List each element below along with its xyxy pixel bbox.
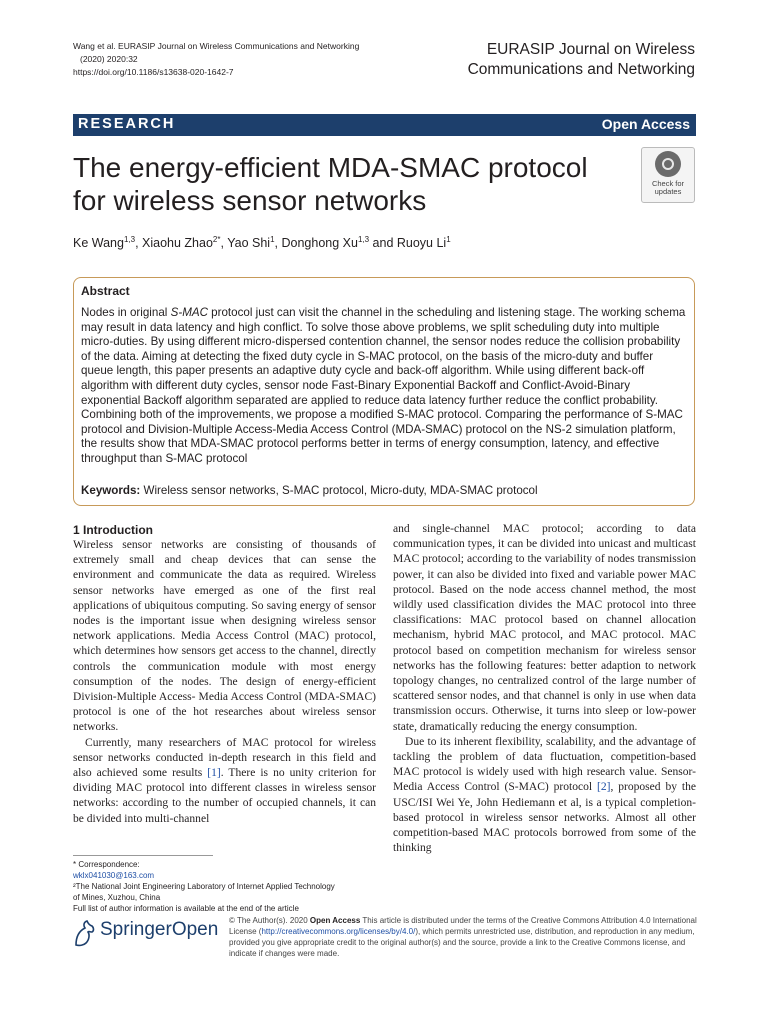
check-updates-icon — [655, 151, 681, 177]
check-updates-label-2: updates — [654, 187, 682, 196]
open-access-label: Open Access — [601, 116, 690, 132]
footnotes — [73, 859, 373, 914]
author-affiliation: 1 — [270, 235, 275, 244]
author-name[interactable]: Ruoyu Li — [396, 236, 447, 251]
body-column-left — [73, 522, 376, 827]
license-open-access: Open Access — [309, 916, 361, 925]
abstract-text-part: Nodes in original — [81, 306, 171, 319]
author-affiliation: 1 — [446, 235, 451, 244]
section-heading: 1 Introduction — [73, 523, 153, 537]
paragraph-text: Due to its inherent flexibility, scalability, and the advantage of tackling the problem of data fluctuation, competition-based MAC protocol is widely used with high research value. Sensor-Media Access Control (S-MAC) protocol — [393, 735, 696, 794]
body-column-right — [393, 522, 696, 856]
paragraph-text: Currently, many researchers of MAC protocol for wireless sensor networks conducted in-depth research in this field and also achieved some results — [73, 736, 376, 780]
title-line-1: The energy-efficient MDA-SMAC protocol — [73, 152, 588, 183]
author-affiliation: 2* — [212, 235, 221, 244]
journal-name — [468, 40, 695, 80]
license-text: ), which permits unrestricted use, distribution, and reproduction in any medium, provided you give appropriate credit to the original author(s) and the source, provide a link to the Creative Commons license, and indicate if changes were made. — [229, 927, 695, 958]
license-text: This article is distributed under the terms of the Creative Commons Attribution 4.0 International License ( — [229, 916, 697, 936]
correspondence-line — [73, 859, 373, 881]
springer-brand-open: Open — [171, 919, 219, 940]
paragraph-text: , proposed by the USC/ISI Wei Ye, John Hediemann et al, is a typical completion-based protocol in wireless sensor networks. Almost all other competition-based MAC protocols borrowed from some of the thinking — [393, 781, 696, 855]
springer-open-logo — [73, 917, 223, 947]
keywords-label: Keywords: — [81, 484, 141, 497]
paragraph-text: . There is no unity criterion for dividing MAC protocol into different classes in wireless sensor networks: according to the number of occupied channels, it can be divided into multi-channel — [73, 767, 376, 825]
abstract-text-part: protocol just can visit the channel in the scheduling and listening stage. The working schema may result in data latency and high conflict. To solve those above problems, we split scheduling duty into multiple micro-duties. By using different micro-dispersed contention channel, the sensor nodes reduce the collision probability of the data. Aiming at detecting the fixed duty cycle in S-MAC protocol, on the basis of the micro-duty and buffer queue length, this paper presents an adaptive duty cycle and back-off algorithm. While using different back-off algorithm with different duty cycles, sensor node Fast-Binary Exponential Backoff and Conflict-Avoid-Binary exponential Backoff algorithm separated are applied to reduce data latency further reduce the conflict probability. Combining both of the improvements, we propose a modified S-MAC protocol. Comparing the performance of S-MAC protocol and Division-Multiple Access-Media Access Control (MDA-SMAC) protocol on the NS-2 simulation platform, the results show that MDA-SMAC protocol performs better in terms of energy consumption, latency, and effective throughput than S-MAC protocol — [81, 306, 686, 465]
springer-brand: Springer — [100, 919, 172, 940]
license-text: © The Author(s). 2020 — [229, 916, 310, 925]
abstract-heading: Abstract — [81, 284, 130, 298]
author-affiliation: 1,3 — [357, 235, 370, 244]
paragraph — [393, 735, 696, 857]
citation-block — [73, 40, 359, 79]
author-separator: , — [135, 236, 143, 251]
author-separator: and — [369, 236, 397, 251]
citation-line: Wang et al. EURASIP Journal on Wireless Communications and Networking — [73, 41, 360, 51]
check-for-updates-button[interactable] — [641, 147, 695, 203]
author-name[interactable]: Xiaohu Zhao — [142, 236, 213, 251]
abstract-text-emphasis: S-MAC — [170, 306, 208, 319]
author-separator: , — [220, 236, 228, 251]
correspondence-email[interactable]: wklx041030@163.com — [73, 871, 155, 880]
license-statement — [229, 915, 699, 959]
keywords-list: Wireless sensor networks, S-MAC protocol, Micro-duty, MDA-SMAC protocol — [143, 484, 538, 497]
check-updates-label-1: Check for — [651, 179, 685, 188]
paragraph — [73, 736, 376, 827]
article-type-banner — [73, 114, 696, 136]
author-affiliation: 1,3 — [123, 235, 136, 244]
paragraph: and single-channel MAC protocol; according to data communication types, it can be divided into unicast and multicast MAC protocol; according to the variability of nodes transmission power, it can also be divided into fixed and variable power MAC protocol. Based on the node access channel method, the most wildly used classification divides the MAC protocol into three classifications: MAC protocol based on channel allocation mechanism, hybrid MAC protocol, and MAC protocol. MAC protocol based on competition mechanism for wireless sensor networks has the following features: better adaption to network topology changes, no centralized control of the large number of scattered sensor nodes, and that channel is only in use when data transmission occurs. Otherwise, it turns into sleep or low-power state, dramatically reducing the energy consumption. — [393, 523, 696, 733]
correspondence-label: * Correspondence: — [73, 860, 140, 869]
author-separator: , — [274, 236, 282, 251]
author-name[interactable]: Donghong Xu — [281, 236, 358, 251]
article-type-label: RESEARCH — [78, 116, 176, 132]
title-line-2: for wireless sensor networks — [73, 185, 427, 216]
doi-link[interactable]: https://doi.org/10.1186/s13638-020-1642-7 — [73, 67, 234, 77]
author-info-note: Full list of author information is available at the end of the article — [73, 904, 299, 913]
keywords — [81, 484, 538, 497]
springer-horse-icon — [73, 919, 97, 947]
affiliation-line: ²The National Joint Engineering Laboratory of Internet Applied Technology — [73, 882, 335, 891]
author-name[interactable]: Yao Shi — [227, 236, 271, 251]
citation-link[interactable]: [2] — [597, 781, 611, 794]
paragraph: Wireless sensor networks are consisting of thousands of extremely small and cheap devices that can sense the environment and communicate the data as required. Wireless sensor networks have emerged as one of the first real applications of ubiquitous computing. So saving energy of sensor nodes is the important issue when designing wireless sensor network applications. Media Access Control (MAC) protocol, which determines how sensors get access to the channel, directly controls the communication module with most energy consumption of the nodes. The design of energy-efficient Division-Multiple Access- Media Access Control (MDA-SMAC) protocol is one of the hot researches about wireless sensor networks. — [73, 539, 376, 734]
footnote-divider — [73, 855, 213, 856]
abstract-text — [81, 306, 687, 467]
journal-name-line2: Communications and Networking — [467, 61, 695, 78]
springer-logo-text — [100, 919, 218, 941]
abstract-box — [73, 277, 695, 506]
journal-name-line1: EURASIP Journal on Wireless — [486, 41, 695, 58]
citation-year: (2020) 2020:32 — [80, 54, 138, 64]
author-name[interactable]: Ke Wang — [73, 236, 124, 251]
license-link[interactable]: http://creativecommons.org/licenses/by/4.0/ — [261, 927, 416, 936]
article-title — [73, 151, 613, 217]
citation-link[interactable]: [1] — [207, 767, 221, 780]
author-list — [73, 232, 451, 251]
affiliation-line: of Mines, Xuzhou, China — [73, 893, 161, 902]
